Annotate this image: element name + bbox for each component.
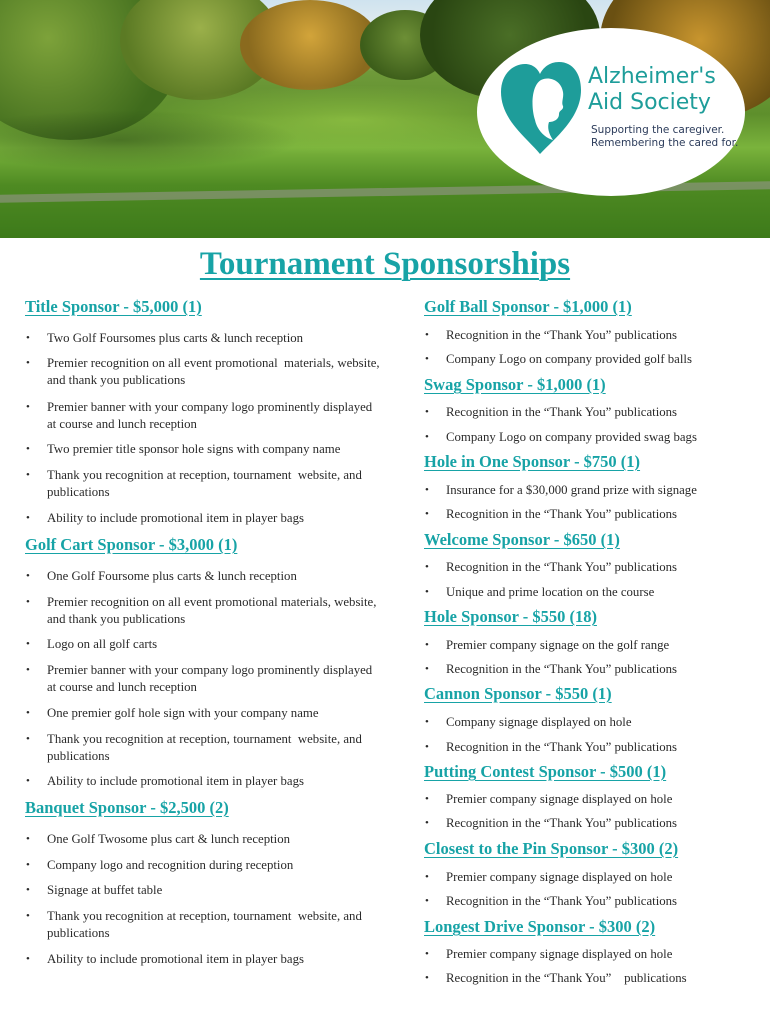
benefit-text-line: Thank you recognition at reception, tournament website, and: [47, 909, 362, 923]
benefit-text-line: Two premier title sponsor hole signs with company name: [47, 442, 341, 456]
bullet-icon: •: [425, 871, 429, 883]
bullet-icon: •: [26, 707, 30, 719]
bullet-icon: •: [425, 948, 429, 960]
bullet-icon: •: [425, 586, 429, 598]
benefit-text-line: Premier recognition on all event promotional materials, website,: [47, 595, 377, 609]
bullet-icon: •: [26, 512, 30, 524]
page-title: Tournament Sponsorships: [199, 246, 571, 282]
benefit-text-line: Thank you recognition at reception, tournament website, and: [47, 468, 362, 482]
benefit-list-item: [26, 882, 419, 899]
sponsor-tier-heading: Golf Cart Sponsor - $3,000 (1): [25, 535, 238, 554]
bullet-icon: •: [26, 443, 30, 455]
benefit-text-line: Recognition in the “Thank You” publications: [446, 894, 678, 908]
benefit-list-item: [425, 351, 756, 368]
benefit-list-item: [425, 559, 756, 576]
bullet-icon: •: [425, 353, 429, 365]
bullet-icon: •: [425, 716, 429, 728]
benefit-list-item: [425, 970, 756, 987]
bullet-icon: •: [425, 817, 429, 829]
benefit-list-item: [425, 506, 756, 523]
bullet-icon: •: [26, 332, 30, 344]
sponsor-tier-heading: Welcome Sponsor - $650 (1): [424, 530, 620, 549]
sponsor-tier-heading: Putting Contest Sponsor - $500 (1): [424, 762, 667, 781]
bullet-icon: •: [26, 953, 30, 965]
bullet-icon: •: [425, 561, 429, 573]
benefit-list-item: [26, 908, 419, 942]
benefit-text-line: Company logo and recognition during reception: [47, 858, 294, 872]
benefit-text-line: Recognition in the “Thank You” publications: [446, 507, 678, 521]
benefit-text-line: One Golf Foursome plus carts & lunch reception: [47, 569, 297, 583]
bullet-icon: •: [425, 329, 429, 341]
benefit-text-line: One Golf Twosome plus cart & lunch reception: [47, 832, 291, 846]
benefit-list-item: [425, 791, 756, 808]
bullet-icon: •: [26, 638, 30, 650]
benefit-list-item: [425, 739, 756, 756]
bullet-icon: •: [26, 401, 30, 413]
benefit-list-item: [26, 330, 419, 347]
benefit-list-item: [425, 815, 756, 832]
benefit-list-item: [26, 705, 419, 722]
benefit-list-item: [26, 510, 419, 527]
sponsor-tier-heading: Swag Sponsor - $1,000 (1): [424, 375, 606, 394]
benefit-text-line: at course and lunch reception: [47, 417, 197, 431]
benefit-list-item: [26, 857, 419, 874]
benefit-text-line: One premier golf hole sign with your company name: [47, 706, 319, 720]
benefit-text-line: Insurance for a $30,000 grand prize with signage: [446, 483, 697, 497]
benefit-list-item: [26, 441, 419, 458]
sponsor-tier-heading: Hole in One Sponsor - $750 (1): [424, 452, 641, 471]
benefit-list-item: [425, 429, 756, 446]
bullet-icon: •: [26, 775, 30, 787]
benefit-list-item: [26, 355, 419, 389]
benefit-text-line: Premier recognition on all event promotional materials, website,: [47, 356, 380, 370]
benefit-text-line: Two Golf Foursomes plus carts & lunch reception: [47, 331, 304, 345]
bullet-icon: •: [26, 664, 30, 676]
bullet-icon: •: [425, 431, 429, 443]
benefit-list-item: [26, 594, 419, 628]
benefit-list-item: [26, 467, 419, 501]
benefit-text-line: Premier banner with your company logo prominently displayed: [47, 400, 373, 414]
benefit-list-item: [425, 482, 756, 499]
tree-shape: [240, 0, 380, 90]
bullet-icon: •: [425, 484, 429, 496]
bullet-icon: •: [26, 833, 30, 845]
bullet-icon: •: [26, 910, 30, 922]
benefit-list-item: [425, 584, 756, 601]
benefit-list-item: [425, 637, 756, 654]
benefit-list-item: [425, 869, 756, 886]
bullet-icon: •: [26, 570, 30, 582]
benefit-list-item: [425, 946, 756, 963]
benefit-text-line: Company signage displayed on hole: [446, 715, 632, 729]
bullet-icon: •: [425, 508, 429, 520]
benefit-text-line: publications: [47, 749, 110, 763]
heart-profile-logo-icon: [497, 60, 583, 156]
tagline-line1: Supporting the caregiver.: [591, 124, 725, 136]
benefit-text-line: Thank you recognition at reception, tournament website, and: [47, 732, 362, 746]
bullet-icon: •: [26, 469, 30, 481]
sponsor-tier-heading: Closest to the Pin Sponsor - $300 (2): [424, 839, 679, 858]
bullet-icon: •: [26, 859, 30, 871]
benefit-text-line: Recognition in the “Thank You” publications: [446, 740, 678, 754]
sponsor-tier-heading: Longest Drive Sponsor - $300 (2): [424, 917, 656, 936]
benefit-list-item: [26, 662, 419, 696]
benefit-list-item: [425, 661, 756, 678]
sponsor-tier-heading: Banquet Sponsor - $2,500 (2): [25, 798, 229, 817]
benefit-text-line: Premier company signage displayed on hole: [446, 947, 673, 961]
benefit-text-line: Ability to include promotional item in player bags: [47, 952, 304, 966]
benefit-text-line: Recognition in the “Thank You” publications: [446, 560, 678, 574]
benefit-text-line: Recognition in the “Thank You” publications: [446, 328, 678, 342]
organization-name-line1: Alzheimer's: [588, 64, 716, 89]
benefit-text-line: Recognition in the “Thank You” publications: [446, 405, 678, 419]
bullet-icon: •: [26, 357, 30, 369]
benefit-text-line: Recognition in the “Thank You” publications: [446, 971, 687, 985]
benefit-text-line: Company Logo on company provided golf balls: [446, 352, 692, 366]
benefit-list-item: [26, 636, 419, 653]
bullet-icon: •: [425, 741, 429, 753]
bullet-icon: •: [26, 733, 30, 745]
benefit-list-item: [26, 731, 419, 765]
benefit-text-line: Unique and prime location on the course: [446, 585, 655, 599]
sponsor-tier-heading: Title Sponsor - $5,000 (1): [25, 297, 202, 316]
benefit-text-line: Premier banner with your company logo prominently displayed: [47, 663, 373, 677]
sponsor-tier-heading: Hole Sponsor - $550 (18): [424, 607, 597, 626]
benefit-list-item: [26, 399, 419, 433]
organization-name: [588, 64, 716, 116]
bullet-icon: •: [425, 639, 429, 651]
benefit-text-line: publications: [47, 485, 110, 499]
benefit-list-item: [425, 714, 756, 731]
bullet-icon: •: [425, 663, 429, 675]
benefit-text-line: Premier company signage on the golf range: [446, 638, 670, 652]
bullet-icon: •: [425, 972, 429, 984]
benefit-list-item: [425, 327, 756, 344]
bullet-icon: •: [425, 793, 429, 805]
benefit-text-line: publications: [47, 926, 110, 940]
benefit-text-line: at course and lunch reception: [47, 680, 197, 694]
benefit-text-line: Ability to include promotional item in player bags: [47, 511, 304, 525]
bullet-icon: •: [425, 406, 429, 418]
benefit-list-item: [425, 404, 756, 421]
benefit-list-item: [26, 951, 419, 968]
benefit-text-line: Company Logo on company provided swag bags: [446, 430, 697, 444]
bullet-icon: •: [26, 596, 30, 608]
benefit-text-line: Logo on all golf carts: [47, 637, 158, 651]
benefit-text-line: Recognition in the “Thank You” publications: [446, 662, 678, 676]
benefit-list-item: [26, 831, 419, 848]
benefit-text-line: Signage at buffet table: [47, 883, 163, 897]
organization-tagline: [591, 124, 738, 150]
shrub-shadow: [0, 110, 300, 170]
benefit-text-line: and thank you publications: [47, 373, 186, 387]
benefit-list-item: [26, 568, 419, 585]
sponsor-tier-heading: Cannon Sponsor - $550 (1): [424, 684, 612, 703]
bullet-icon: •: [26, 884, 30, 896]
benefit-list-item: [26, 773, 419, 790]
benefit-text-line: and thank you publications: [47, 612, 186, 626]
benefit-text-line: Recognition in the “Thank You” publications: [446, 816, 678, 830]
sponsor-tier-heading: Golf Ball Sponsor - $1,000 (1): [424, 297, 632, 316]
bullet-icon: •: [425, 895, 429, 907]
benefit-text-line: Premier company signage displayed on hole: [446, 792, 673, 806]
benefit-text-line: Ability to include promotional item in player bags: [47, 774, 304, 788]
tagline-line2: Remembering the cared for.: [591, 137, 739, 149]
benefit-list-item: [425, 893, 756, 910]
organization-name-line2: Aid Society: [588, 90, 711, 115]
benefit-text-line: Premier company signage displayed on hole: [446, 870, 673, 884]
